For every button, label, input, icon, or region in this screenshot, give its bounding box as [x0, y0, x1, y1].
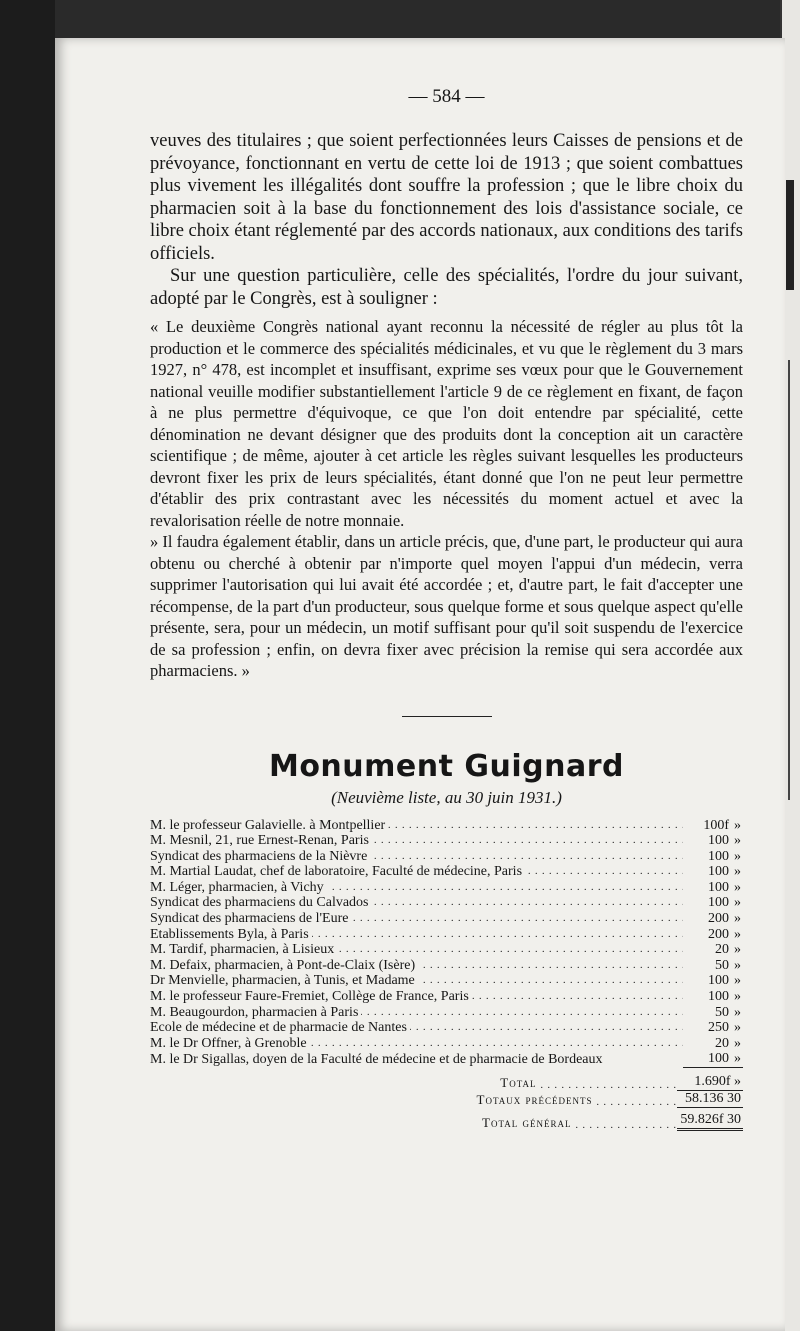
section-divider — [402, 716, 492, 717]
amount-suffix: » — [734, 1035, 741, 1051]
donation-amount: 100 — [708, 864, 729, 880]
page-number: — 584 — — [408, 86, 485, 107]
total-value: 1.690f » — [677, 1074, 743, 1091]
donation-amount: 100 — [708, 989, 729, 1005]
quote-paragraph-2: » Il faudra également établir, dans un article précis, que, d'une part, le producteur qui aura obtenu ou cherché à obtenir par n'importe quel moyen l'appui d'un médecin, verra supprimer l'autorisation qui lui avait été accordée ; et, d'autre part, le fait d'accepter une récompense, de la part d'un producteur, sous quelque forme et sous quelque aspect qu'elle présente, sera, pour un médecin, un motif suffisant pour qu'il soit suspendu de l'exercice de sa profession ; enfin, on devra fixer avec précision la remise qui sera accordée aux pharmaciens. » — [150, 532, 743, 680]
donation-row — [150, 1020, 743, 1036]
amount-suffix: » — [734, 864, 741, 880]
amount-suffix: » — [734, 957, 741, 973]
amount-suffix: » — [734, 895, 741, 911]
donation-amount: 50 — [715, 957, 729, 973]
amount-suffix: » — [734, 1051, 741, 1067]
donation-row — [150, 895, 743, 911]
total-row: Total . . . . . . . . . . . . . . . . . . . . 1.690f » — [500, 1074, 741, 1091]
donation-row — [150, 864, 743, 880]
donation-amount: 100f — [703, 817, 729, 833]
amount-suffix: » — [734, 911, 741, 927]
scan-left-edge — [0, 0, 55, 1331]
donation-row — [150, 927, 743, 943]
donor-name: Dr Menvielle, pharmacien, à Tunis, et Madame — [150, 973, 418, 988]
donor-name: Syndicat des pharmaciens du Calvados — [150, 895, 372, 910]
resolution-quote — [150, 316, 743, 682]
donation-amount: 200 — [708, 926, 729, 942]
grand-total-row: Total général . . . . . . . . . . . . . . . 59.826f 30 — [482, 1112, 741, 1131]
donation-row — [150, 989, 743, 1005]
donation-amount: 50 — [715, 1004, 729, 1020]
donation-row — [150, 942, 743, 958]
donor-name: M. le Dr Sigallas, doyen de la Faculté de médecine et de pharmacie de Bordeaux — [150, 1052, 606, 1067]
amount-suffix: » — [734, 973, 741, 989]
paragraph-1: veuves des titulaires ; que soient perfectionnées leurs Caisses de pensions et de prévoyance, fonctionnant en vertu de cette loi de 1913 ; que soient combattues plus vivement les illégalités dont souffre la profession ; que le libre choix du pharmacien soit à la base du fonctionnement des lois d'assistance sociale, ce libre choix étant réglementé par des accords nationaux, aux conditions des tarifs officiels. — [150, 131, 743, 264]
donation-amount: 100 — [708, 848, 729, 864]
donor-name: M. le Dr Offner, à Grenoble — [150, 1036, 310, 1051]
total-label: Total — [500, 1075, 537, 1090]
donor-name: M. Martial Laudat, chef de laboratoire, Faculté de médecine, Paris — [150, 864, 525, 879]
amount-suffix: » — [734, 817, 741, 833]
donation-amount: 100 — [708, 833, 729, 849]
donor-name: M. le professeur Faure-Fremiet, Collège de France, Paris — [150, 989, 472, 1004]
amount-suffix: » — [734, 848, 741, 864]
amount-suffix: » — [734, 833, 741, 849]
donation-row — [150, 833, 743, 849]
amount-suffix: » — [734, 989, 741, 1005]
donation-amount: 100 — [708, 895, 729, 911]
page-content — [150, 86, 743, 1131]
previous-totals-label: Totaux précédents — [476, 1092, 593, 1107]
donation-row — [150, 1036, 743, 1052]
page-tab-mark — [786, 180, 794, 290]
donation-row — [150, 880, 743, 896]
donor-name: Etablissements Byla, à Paris — [150, 927, 312, 942]
grand-total-label: Total général — [482, 1115, 572, 1130]
donor-name: M. Mesnil, 21, rue Ernest-Renan, Paris — [150, 833, 372, 848]
previous-totals-value: 58.136 30 — [677, 1091, 743, 1108]
donor-name: M. Léger, pharmacien, à Vichy — [150, 880, 327, 895]
donation-row — [150, 1005, 743, 1021]
body-text — [150, 130, 743, 310]
donor-name: M. Tardif, pharmacien, à Lisieux — [150, 942, 337, 957]
donor-name: Ecole de médecine et de pharmacie de Nantes — [150, 1020, 410, 1035]
donor-name: Syndicat des pharmaciens de l'Eure — [150, 911, 351, 926]
quote-paragraph-1: « Le deuxième Congrès national ayant reconnu la nécessité de régler au plus tôt la production et le commerce des spécialités médicinales, et vu que le règlement du 3 mars 1927, n° 478, est incomplet et insuffisant, exprime ses vœux pour que le Gouvernement national veuille modifier substantiellement l'article 9 de ce règlement en fixant, de façon à ne plus permettre d'équivoque, ce que l'on doit entendre par spécialité, cette dénomination ne devant désigner que des produits dont la conception ait un caractère scientifique ; de même, ajouter à cet article les règles suivant lesquelles les producteurs devront fixer les prix de leurs spécialités, étant donné que l'on ne peut leur permettre d'établir des prix contrastant avec les nécessités du moment actuel et avec la revalorisation réelle de notre monnaie. — [150, 317, 743, 530]
section-subtitle: (Neuvième liste, au 30 juin 1931.) — [331, 787, 562, 807]
donor-name: Syndicat des pharmaciens de la Nièvre — [150, 849, 370, 864]
donation-row — [150, 849, 743, 865]
previous-totals-row: Totaux précédents . . . . . . . . . . . . 58.136 30 — [476, 1091, 741, 1108]
donation-row — [150, 973, 743, 989]
donation-amount: 250 — [708, 1020, 729, 1036]
donation-list — [150, 818, 743, 1069]
donation-row — [150, 818, 743, 834]
donation-amount: 100 — [708, 879, 729, 895]
donation-amount: 100 — [708, 1051, 729, 1067]
grand-total-value: 59.826f 30 — [677, 1112, 743, 1131]
donor-name: M. le professeur Galavielle. à Montpellier — [150, 818, 388, 833]
section-title: Monument Guignard — [268, 748, 625, 784]
paragraph-2: Sur une question particulière, celle des spécialités, l'ordre du jour suivant, adopté par le Congrès, est à souligner : — [150, 266, 743, 309]
amount-suffix: » — [734, 879, 741, 895]
page-edge-line — [788, 360, 796, 800]
amount-suffix: » — [734, 1004, 741, 1020]
amount-suffix: » — [734, 926, 741, 942]
donation-row — [150, 1051, 743, 1067]
amount-suffix: » — [734, 1020, 741, 1036]
donation-amount: 100 — [708, 973, 729, 989]
donation-amount: 20 — [715, 942, 729, 958]
donor-name: M. Defaix, pharmacien, à Pont-de-Claix (Isère) — [150, 958, 418, 973]
donation-row — [150, 958, 743, 974]
donation-amount: 200 — [708, 911, 729, 927]
donation-amount: 20 — [715, 1035, 729, 1051]
amount-suffix: » — [734, 942, 741, 958]
totals-block — [150, 1074, 743, 1131]
donor-name: M. Beaugourdon, pharmacien à Paris — [150, 1005, 361, 1020]
donation-row — [150, 911, 743, 927]
